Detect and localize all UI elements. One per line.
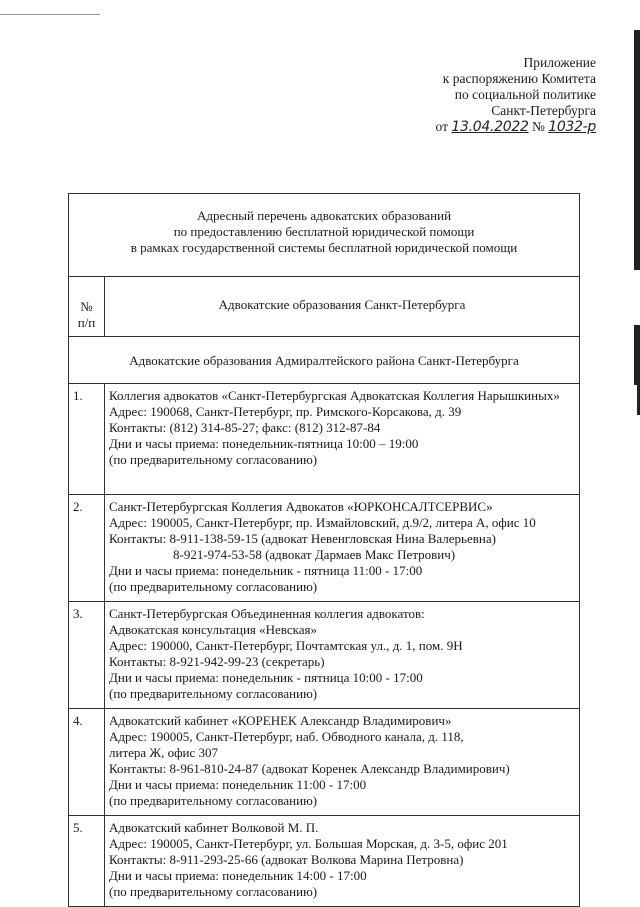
- appendix-line: по социальной политике: [454, 87, 596, 102]
- scan-edge-mark: [634, 325, 640, 385]
- table-title-line: Адресный перечень адвокатских образований: [196, 208, 452, 223]
- appendix-line: к распоряжению Комитета: [442, 71, 596, 86]
- entry-name: Адвокатский кабинет «КОРЕНЕК Александр Владимирович»: [109, 713, 452, 728]
- date-prefix: от: [435, 119, 449, 134]
- entry-hours: Дни и часы приема: понедельник 11:00 - 17:00: [109, 777, 367, 792]
- entry-address: Адрес: 190005, Санкт-Петербург, ул. Большая Морская, д. 3-5, офис 201: [109, 836, 508, 851]
- table-row: [69, 816, 580, 907]
- table-title-line: в рамках государственной системы бесплатной юридической помощи: [130, 240, 518, 255]
- appendix-header: [436, 55, 596, 135]
- entry-hours: Дни и часы приема: понедельник-пятница 10:00 – 19:00: [109, 436, 419, 451]
- handwritten-number: 1032-р: [548, 119, 596, 135]
- entry-note: (по предварительному согласованию): [109, 452, 318, 467]
- row-number: 4.: [69, 709, 105, 816]
- appendix-line: Санкт-Петербурга: [491, 103, 596, 118]
- scan-edge-mark: [634, 30, 640, 270]
- entry-name: Санкт-Петербургская Коллегия Адвокатов «ЮРКОНСАЛТСЕРВИС»: [109, 499, 493, 514]
- entry-name: Адвокатский кабинет Волковой М. П.: [109, 820, 319, 835]
- entry-address: Адрес: 190005, Санкт-Петербург, наб. Обводного канала, д. 118,: [109, 729, 464, 744]
- column-header-number: [69, 277, 105, 337]
- appendix-title: Приложение: [523, 55, 596, 70]
- row-number: 5.: [69, 816, 105, 907]
- entry-contacts: Контакты: 8-921-942-99-23 (секретарь): [109, 654, 325, 669]
- entry-note: (по предварительному согласованию): [109, 579, 318, 594]
- entry-note: (по предварительному согласованию): [109, 686, 318, 701]
- row-number: 1.: [69, 384, 105, 495]
- table-row: [69, 709, 580, 816]
- entry-details: [105, 384, 580, 495]
- entry-address-cont: литера Ж, офис 307: [109, 745, 218, 760]
- district-heading: Адвокатские образования Адмиралтейского района Санкт-Петербурга: [69, 337, 580, 384]
- column-header-number-abbr: п/п: [77, 315, 96, 330]
- row-number: 3.: [69, 602, 105, 709]
- entry-subdivision: Адвокатская консультация «Невская»: [109, 622, 318, 637]
- entry-note: (по предварительному согласованию): [109, 793, 318, 808]
- entry-details: [105, 709, 580, 816]
- entry-contacts: Контакты: 8-961-810-24-87 (адвокат Коренек Александр Владимирович): [109, 761, 510, 776]
- entry-hours: Дни и часы приема: понедельник - пятница 11:00 - 17:00: [109, 563, 423, 578]
- column-header-title: Адвокатские образования Санкт-Петербурга: [105, 277, 580, 337]
- entry-contacts-extra: 8-921-974-53-58 (адвокат Дармаев Макс Петрович): [173, 547, 456, 562]
- entry-hours: Дни и часы приема: понедельник - пятница 10:00 - 17:00: [109, 670, 423, 685]
- entry-address: Адрес: 190000, Санкт-Петербург, Почтамтская ул., д. 1, пом. 9Н: [109, 638, 463, 653]
- entry-address: Адрес: 190005, Санкт-Петербург, пр. Измайловский, д.9/2, литера А, офис 10: [109, 515, 536, 530]
- entry-contacts: Контакты: 8-911-293-25-66 (адвокат Волкова Марина Петровна): [109, 852, 464, 867]
- entry-details: [105, 495, 580, 602]
- entry-note: (по предварительному согласованию): [109, 884, 318, 899]
- address-list-table: [68, 193, 580, 907]
- column-header-number-symbol: №: [80, 299, 93, 314]
- handwritten-date: 13.04.2022: [451, 119, 529, 135]
- scan-artifact-line: [0, 14, 100, 15]
- table-title: [69, 194, 580, 277]
- appendix-date-line: [436, 119, 596, 135]
- entry-contacts: Контакты: (812) 314-85-27; факс: (812) 312-87-84: [109, 420, 381, 435]
- entry-hours: Дни и часы приема: понедельник 14:00 - 17:00: [109, 868, 367, 883]
- entry-details: [105, 816, 580, 907]
- entry-name: Санкт-Петербургская Объединенная коллегия адвокатов:: [109, 606, 425, 621]
- entry-name: Коллегия адвокатов «Санкт-Петербургская Адвокатская Коллегия Нарышкиных»: [109, 388, 560, 403]
- number-prefix: №: [531, 119, 545, 134]
- table-row: [69, 384, 580, 495]
- entry-details: [105, 602, 580, 709]
- table-title-line: по предоставлению бесплатной юридической помощи: [173, 224, 475, 239]
- row-number: 2.: [69, 495, 105, 602]
- entry-contacts: Контакты: 8-911-138-59-15 (адвокат Невенгловская Нина Валерьевна): [109, 531, 496, 546]
- table-row: [69, 495, 580, 602]
- table-row: [69, 602, 580, 709]
- entry-address: Адрес: 190068, Санкт-Петербург, пр. Римского-Корсакова, д. 39: [109, 404, 462, 419]
